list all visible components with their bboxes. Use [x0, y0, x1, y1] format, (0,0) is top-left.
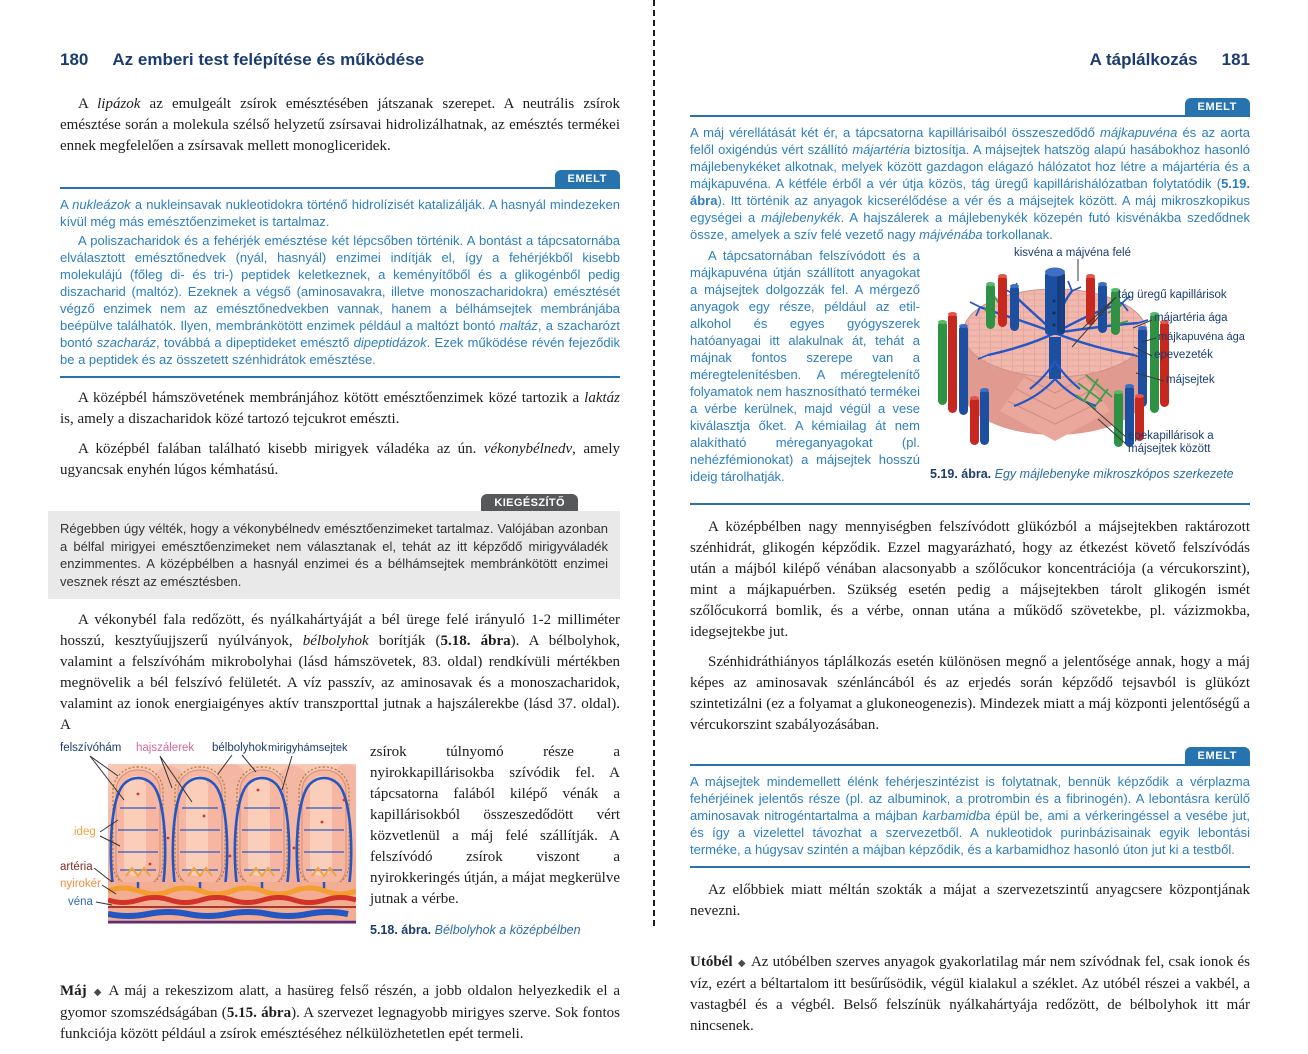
emelt-section-header [690, 94, 1250, 117]
emelt-badge: EMELT [1185, 98, 1250, 115]
figure-5-19 [930, 247, 1250, 461]
paragraph-nukleazok: A nukleázok a nukleinsavak nukleotidokra történő hidrolízisét katalizálják. A hasnyál mindezeken kívül még más emésztőenzimeket is tartalmaz. [60, 197, 620, 229]
figure-5-19-block [930, 247, 1250, 495]
fig519-label-majsejtek: májsejtek [1166, 374, 1215, 386]
fig518-label-mirigyhamsejtek: mirigyhámsejtek [268, 742, 348, 754]
figure-5-19-row [690, 247, 1250, 495]
villi-illustration [108, 764, 356, 924]
paragraph-vekonybel-wrap: zsírok túlnyomó része a nyirokkapillárisokba szívódik fel. A tápcsatorna falából kilépő vénák a kapillárisokból összeszedődött vért közvetlenül a máj felé szállítják. A felszívódó zsírok viszont a nyirokkeringés útján, a májat megkerülve jutnak a vérbe. [370, 744, 620, 907]
kiegeszito-section-header [60, 490, 620, 511]
figure-5-18-side-text [370, 742, 620, 951]
maj-text: A máj a rekeszizom alatt, a hasüreg felső részén, a jobb oldalon helyezkedik el a gyomor szomszédságában (5.15. ábra). A szervezet legnagyobb mirigyes szerve. Sok fontos funkciója között például a zsírok emésztéséhez nélkülözhetetlen epét termeli. [60, 982, 620, 1042]
paragraph-lipazok: A lipázok az emulgeált zsírok emésztésében játszanak szerepet. A neutrális zsírok emésztése során a molekula szélső helyzetű zsírsavai hidrolizálhatnak, az emésztés termékei ennek megfelelően a zsírsavak mellett monogliceridek. [60, 96, 620, 154]
utobel-term: Utóbél [690, 953, 733, 970]
chapter-title: Az emberi test felépítése és működése [112, 50, 425, 69]
fig519-label-majkapuvena: májkapuvéna ága [1158, 331, 1245, 343]
paragraph-elobbiek: Az előbbiek miatt méltán szokták a májat a szervezetszintű anyagcsere központjának nevezni. [690, 881, 1250, 919]
paragraph-maj-verellatas: A máj vérellátását két ér, a tápcsatorna kapillárisaiból összeszedődő májkapuvéna és az aorta felől oxigéndús vért szállító májartéria biztosítja. A májsejtek hatszög alapú hasábokhoz hasonló májlebenykéket alkotnak, melyek között gazdagon elágazó hálózatot hoz létre a májartéria és a májkapuvéna. A kétféle érből a vér útja közös, tág üregű kapillárishálózatban folytatódik (5.19. ábra). Itt történik az anyagok kicserélődése a vér és a májsejtek között. A máj mikroszkopikus egységei a májlebenykék. A hajszálerek a májlebenykék közepén futó kisvénákba szedődnek össze, amelyek a szív felé vezető nagy májvénába torkollanak. [690, 125, 1251, 242]
figure-5-18 [60, 742, 360, 924]
paragraph-utobel [690, 952, 1250, 1037]
paragraph-tapcsatornaban: A tápcsatornában felszívódott és a májkapuvéna útján szállított anyagokat a májsejtek dolgozzák fel. A mérgező anyagok egy része, például az etil-alkohol és egyes gyógyszerek hatóanyagai itt alakulnak át, tehát a májnak fontos szerepe van a méregtelenítésben. A méregtelenítő folyamatok nem hasznosítható termékei a vérbe kerülnek, majd végül a vese kiválasztja őket. A kémiailag át nem alakítható méreganyagokat (pl. nehézfémionokat) a májsejtek hosszú ideig tárolhatják. [690, 248, 920, 484]
emelt-block-1 [690, 124, 1250, 495]
diamond-separator: ◆ [737, 957, 746, 969]
fig519-label-epekapillarisok: epekapillárisok a májsejtek között [1128, 430, 1214, 455]
fig518-label-nyiroker: nyirokér [60, 878, 101, 890]
utobel-text: Az utóbélben szerves anyagok gyakorlatilag már nem szívódnak fel, csak ionok és víz, ezért a béltartalom itt besűrűsödik, végül kialakul a széklet. Az utóbél részei a vakbél, a vastagbél és a végbél. Belső felszínük nyálkahártyája redőzött, de bélbolyhok itt már nincsenek. [690, 953, 1250, 1034]
paragraph-vekonybelnedv: A középbél falában található kisebb mirigyek váladéka az ún. vékonybélnedv, amely ugyancsak enyhén lúgos kémhatású. [60, 441, 620, 478]
paragraph-glukoz: A középbélben nagy mennyiségben felszívódott glükózból a májsejtekben raktározott szénhidrát, glikogén képződik. Ezzel magyarázható, hogy az étkezést követő felszívódás után a májból kilépő vénában alacsonyabb a szőlőcukor koncentrációja (a vércukorszint), mint a májkapuérben. Szükség esetén pedig a májsejtekben tárolt glikogén ismét szőlőcukorrá bomlik, és a vérbe, onnan utána a működő szövetekbe, pl. vázizmokba, idegsejtekbe jut. [690, 518, 1250, 640]
page-number: 180 [60, 50, 89, 69]
figure-5-18-caption [370, 923, 620, 938]
caption-text: Bélbolyhok a középbélben [434, 923, 581, 937]
emelt-section-header [60, 166, 620, 189]
fig518-label-hajszalerek: hajszálerek [136, 742, 195, 754]
fig519-label-kisvena: kisvéna a májvéna felé [1014, 247, 1131, 259]
running-head-left [60, 50, 620, 70]
fig519-label-epevezetek: epevezeték [1154, 349, 1213, 361]
caption-label: 5.19. ábra. [930, 467, 992, 481]
emelt-block-1 [60, 196, 620, 368]
fig518-label-ideg: ideg [74, 826, 96, 838]
figure-5-19-side-text [690, 247, 920, 487]
figure-5-19-caption [930, 467, 1250, 482]
emelt-badge: EMELT [1185, 747, 1250, 764]
page-left [60, 50, 620, 1054]
figure-5-18-row [60, 742, 620, 951]
emelt-section-end-rule [690, 503, 1250, 505]
kiegeszito-box: Régebben úgy vélték, hogy a vékonybélnedv emésztőenzimeket tartalmaz. Valójában azonban a bélfal mirigyei emésztőenzimeket nem választanak el, tehát az itt képződő mirigyváladék enzimmentes. A középbélben a hasnyál enzimei és a bélhámsejtek membránkötött enzimei vesznek részt az emésztésben. [48, 511, 620, 599]
emelt-section-end-rule [60, 376, 620, 378]
fig518-label-belbolyhok: bélbolyhok [212, 742, 267, 754]
fig518-label-vena: véna [68, 896, 93, 908]
emelt-block-2 [690, 773, 1250, 858]
fig519-label-majarteria: májartéria ága [1154, 312, 1228, 324]
page-number: 181 [1221, 50, 1250, 69]
chapter-title: A táplálkozás [1089, 50, 1198, 69]
paragraph-poliszacharidok: A poliszacharidok és a fehérjék emésztése két lépcsőben történik. A bontást a tápcsatornába elválasztott emésztőnedvek (nyál, hasnyál) enzimei indítják el, így a fehérjékből kisebb molekulájú (főleg di- és tri-) peptidek keletkeznek, a keményítőből és a glikogénből pedig diszacharid (maltóz). Ezeknek a végső (aminosavakra, illetve monoszacharidokra) emésztését végző enzimek nem az emésztőnedvekben vannak, hanem a bélhámsejtek membránjába beépülve találhatók. Ilyen, membránkötött enzimek például a maltózt bontó maltáz, a szacharózt bontó szacharáz, továbbá a dipeptideket emésztő dipeptidázok. Ezek működése révén fejeződik be a peptidek és az összetett szénhidrátok emésztése. [60, 233, 620, 367]
diamond-separator: ◆ [91, 986, 104, 998]
running-head-right [690, 50, 1250, 70]
paragraph-maj [60, 981, 620, 1045]
emelt-section-end-rule [690, 866, 1250, 868]
paragraph-vekonybel-intro: A vékonybél fala redőzött, és nyálkahártyáját a bél ürege felé irányuló 1-2 milliméter hosszú, kesztyűujjszerű nyúlványok, bélbolyhok borítják (5.18. ábra). A bélbolyhok, valamint a felszívóhám mikrobolyhai (lásd hámszövetek, 83. oldal) rendkívüli mértékben megnövelik a bél felszívó felületét. A víz passzív, az aminosavak és a monoszacharidok, valamint az ionok energiaigényes aktív transzporttal jutnak a hajszálerekbe (lásd 37. oldal). A [60, 612, 620, 733]
caption-label: 5.18. ábra. [370, 923, 432, 937]
fig518-label-felszivoham: felszívóhám [60, 742, 122, 754]
fig518-label-arteria: artéria [60, 861, 93, 873]
kiegeszito-badge: KIEGÉSZÍTŐ [481, 494, 578, 511]
maj-term: Máj [60, 982, 87, 999]
paragraph-feherjeszintezis: A májsejtek mindemellett élénk fehérjeszintézist is folytatnak, bennük képződik a vérplazma fehérjéinek jelentős része (pl. az albuminok, a protrombin és a fibrinogén). A lebontásra kerülő aminosavak nitrogéntartalma a májban karbamidba épül be, ami a vérkeringéssel a vesébe jut, és így a vizelettel távozhat a szervezetből. A nukleotidok purinbázisainak egyik lebontási terméke, a húgysav szintén a májban képződik, és a karbamidhoz hasonló úton jut ki a testből. [690, 773, 1251, 857]
page-right [690, 50, 1250, 1046]
paragraph-szenhidrat: Szénhidráthiányos táplálkozás esetén különösen megnő a jelentősége annak, hogy a máj képes az aminosavak szénláncából és az erjedés során képződő tejsavból is glükózt szintetizálni (ez a folyamat a glukoneogenezis). Mindezek miatt a máj központi jelentőségű a vércukorszint szabályozásában. [690, 653, 1250, 733]
paragraph-laktaz: A középbél hámszövetének membránjához kötött emésztőenzimek közé tartozik a laktáz is, amely a diszacharidok közé tartozó tejcukrot emészti. [60, 390, 620, 427]
caption-text: Egy májlebenyke mikroszkópos szerkezete [994, 467, 1234, 481]
emelt-section-header [690, 743, 1250, 766]
page-gutter-dashed-line [653, 0, 655, 926]
emelt-badge: EMELT [555, 170, 620, 187]
fig519-label-kapillarisok: tág üregű kapillárisok [1118, 289, 1227, 301]
